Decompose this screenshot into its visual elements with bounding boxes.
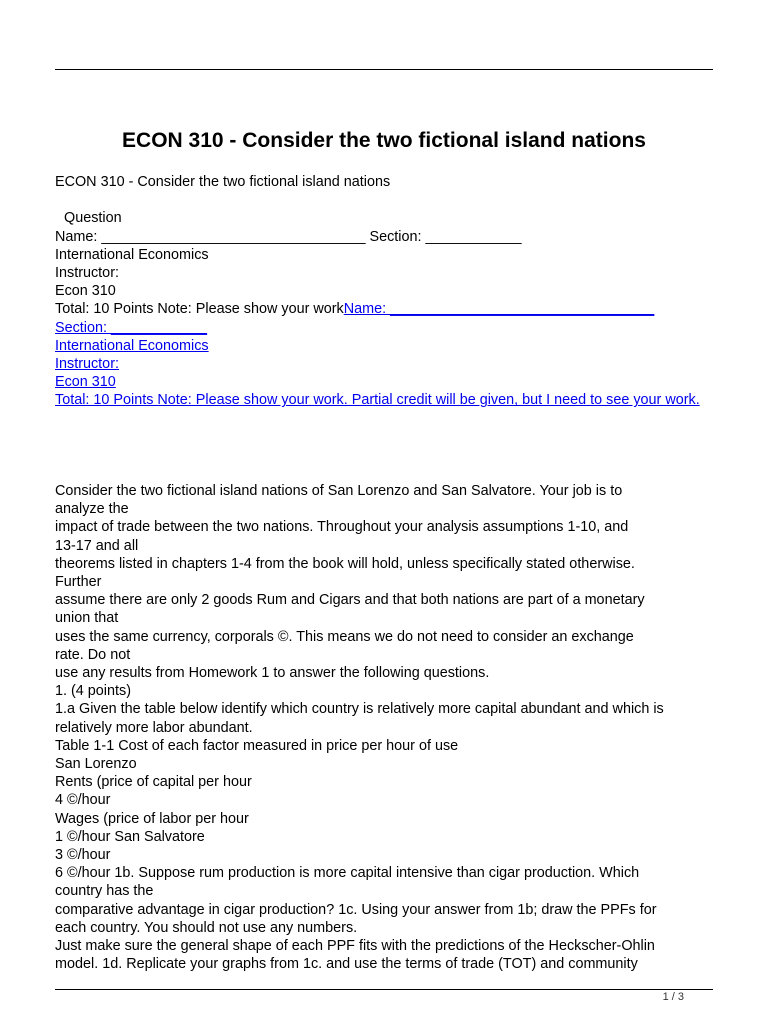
body-line: impact of trade between the two nations. Throughout your analysis assumptions 1-10, and xyxy=(55,519,629,536)
problem-text xyxy=(55,482,715,973)
subtitle: ECON 310 - Consider the two fictional island nations xyxy=(55,174,391,190)
body-line: use any results from Homework 1 to answer the following questions. xyxy=(55,665,490,682)
table-cell: 3 ©/hour xyxy=(55,847,111,864)
body-line: 13-17 and all xyxy=(55,537,139,554)
body-line: comparative advantage in cigar production? 1c. Using your answer from 1b; draw the PPFs for xyxy=(55,901,657,918)
body-line: model. 1d. Replicate your graphs from 1c. and use the terms of trade (TOT) and community xyxy=(55,956,638,973)
total-note-link[interactable]: Total: 10 Points Note: Please show your work. Partial credit will be given, but I need to see your work. xyxy=(55,392,700,409)
question-label: Question xyxy=(64,210,122,227)
body-line: relatively more labor abundant. xyxy=(55,719,253,736)
bottom-rule xyxy=(55,989,713,990)
course-code-line: Econ 310 xyxy=(55,283,116,300)
page-title: ECON 310 - Consider the two fictional island nations xyxy=(122,129,646,152)
body-line: 1.a Given the table below identify which country is relatively more capital abundant and which is xyxy=(55,701,664,718)
body-line: analyze the xyxy=(55,501,129,518)
section-link[interactable]: Section: ____________ xyxy=(55,319,208,336)
question-heading: 1. (4 points) xyxy=(55,683,131,700)
table-cell: 1 ©/hour San Salvatore xyxy=(55,828,205,845)
body-line: Just make sure the general shape of each PPF fits with the predictions of the Heckscher-Ohlin xyxy=(55,938,655,955)
body-line: theorems listed in chapters 1-4 from the book will hold, unless specifically stated otherwise. xyxy=(55,555,635,572)
total-line xyxy=(55,300,715,318)
table-cell: San Lorenzo xyxy=(55,756,137,773)
instructor-link[interactable]: Instructor: xyxy=(55,356,119,373)
course-link[interactable]: International Economics xyxy=(55,337,209,354)
body-line: uses the same currency, corporals ©. This means we do not need to consider an exchange xyxy=(55,628,634,645)
table-cell: Rents (price of capital per hour xyxy=(55,774,252,791)
name-section-line: Name: _________________________________ Section: ____________ xyxy=(55,228,522,245)
body-line: assume there are only 2 goods Rum and Cigars and that both nations are part of a monetary xyxy=(55,592,645,609)
body-line: country has the xyxy=(55,883,154,900)
table-cell: Wages (price of labor per hour xyxy=(55,810,249,827)
top-rule xyxy=(55,69,713,70)
header-block xyxy=(55,173,715,410)
body-line: each country. You should not use any numbers. xyxy=(55,919,358,936)
body-line: rate. Do not xyxy=(55,646,131,663)
name-link[interactable]: Name: _________________________________ xyxy=(343,301,655,318)
table-caption: Table 1-1 Cost of each factor measured in price per hour of use xyxy=(55,737,459,754)
body-line: Consider the two fictional island nations of San Lorenzo and San Salvatore. Your job is to xyxy=(55,483,623,499)
body-line: 6 ©/hour 1b. Suppose rum production is more capital intensive than cigar production. Which xyxy=(55,865,640,882)
total-text: Total: 10 Points Note: Please show your work xyxy=(55,301,344,318)
instructor-line: Instructor: xyxy=(55,265,119,281)
body-line: Further xyxy=(55,574,102,591)
course-line: International Economics xyxy=(55,246,209,263)
course-code-link[interactable]: Econ 310 xyxy=(55,374,116,391)
body-line: union that xyxy=(55,610,119,627)
table-cell: 4 ©/hour xyxy=(55,792,111,809)
page-number: 1 / 3 xyxy=(662,991,684,1003)
